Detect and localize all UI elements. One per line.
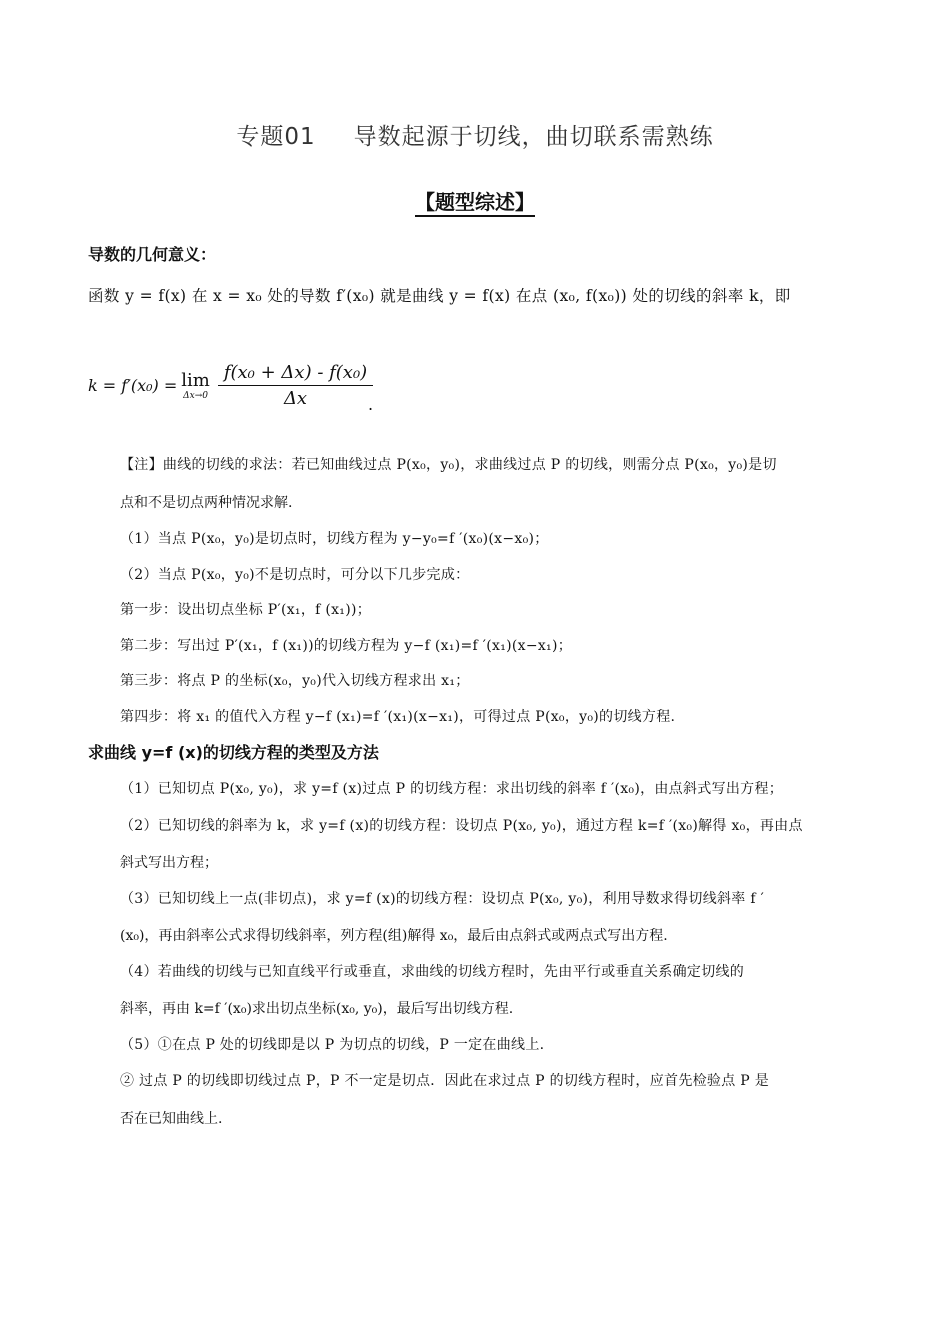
formula-denominator: Δx [283,388,308,409]
type-2b: 斜式写出方程； [120,855,218,871]
type-5c: 否在已知曲线上. [120,1111,223,1127]
formula-period: . [368,395,374,414]
type-3a: （3）已知切线上一点(非切点)，求 y=f (x)的切线方程：设切点 P(x₀, y₀)，利用导数求得切线斜率 f ′ [120,891,765,907]
page-title [0,118,950,151]
geometric-meaning-heading: 导数的几何意义： [88,245,217,264]
note-step-3: 第三步：将点 P 的坐标(x₀，y₀)代入切线方程求出 x₁； [120,673,470,689]
title-text: 导数起源于切线，曲切联系需熟练 [353,124,714,150]
definition-line: 函数 y = f(x) 在 x = x₀ 处的导数 f′(x₀) 就是曲线 y = f(x) 在点 (x₀, f(x₀)) 处的切线的斜率 k，即 [88,287,791,305]
note-step-1: 第一步：设出切点坐标 P′(x₁，f (x₁))； [120,602,372,618]
formula-limit: lim Δx→0 [181,370,210,401]
note-step-2: 第二步：写出过 P′(x₁，f (x₁))的切线方程为 y−f (x₁)=f ′(x₁)(x−x₁)； [120,638,573,654]
formula-lhs: k = f′(x₀) = [88,376,178,395]
title-number: 专题01 [236,124,316,150]
type-5b: ② 过点 P 的切线即切线过点 P，P 不一定是切点．因此在求过点 P 的切线方程时，应首先检验点 P 是 [120,1073,770,1089]
type-2a: （2）已知切线的斜率为 k，求 y=f (x)的切线方程：设切点 P(x₀, y₀)，通过方程 k=f ′(x₀)解得 x₀，再由点 [120,818,803,834]
note-line-1: 【注】曲线的切线的求法：若已知曲线过点 P(x₀，y₀)，求曲线过点 P 的切线，则需分点 P(x₀，y₀)是切 [120,457,777,473]
types-heading: 求曲线 y=f (x)的切线方程的类型及方法 [88,743,379,762]
section-heading: 【题型综述】 [415,190,535,214]
note-line-2: 点和不是切点两种情况求解. [120,495,293,511]
derivative-formula [88,362,373,409]
type-1: （1）已知切点 P(x₀, y₀)，求 y=f (x)过点 P 的切线方程：求出切线的斜率 f ′(x₀)，由点斜式写出方程； [120,781,784,797]
type-3b: (x₀)，再由斜率公式求得切线斜率，列方程(组)解得 x₀，最后由点斜式或两点式写出方程. [120,928,668,944]
note-step-4: 第四步：将 x₁ 的值代入方程 y−f (x₁)=f ′(x₁)(x−x₁)，可得过点 P(x₀，y₀)的切线方程. [120,709,676,725]
formula-fraction [218,362,373,409]
note-line-3: （1）当点 P(x₀，y₀)是切点时，切线方程为 y−y₀=f ′(x₀)(x−x₀)； [120,531,549,547]
type-4a: （4）若曲线的切线与已知直线平行或垂直，求曲线的切线方程时，先由平行或垂直关系确定切线的 [120,964,745,980]
type-5a: （5）①在点 P 处的切线即是以 P 为切点的切线，P 一定在曲线上. [120,1037,545,1053]
type-4b: 斜率，再由 k=f ′(x₀)求出切点坐标(x₀, y₀)，最后写出切线方程. [120,1001,514,1017]
note-line-4: （2）当点 P(x₀，y₀)不是切点时，可分以下几步完成： [120,567,470,583]
formula-numerator: f(x₀ + Δx) - f(x₀) [218,362,373,386]
